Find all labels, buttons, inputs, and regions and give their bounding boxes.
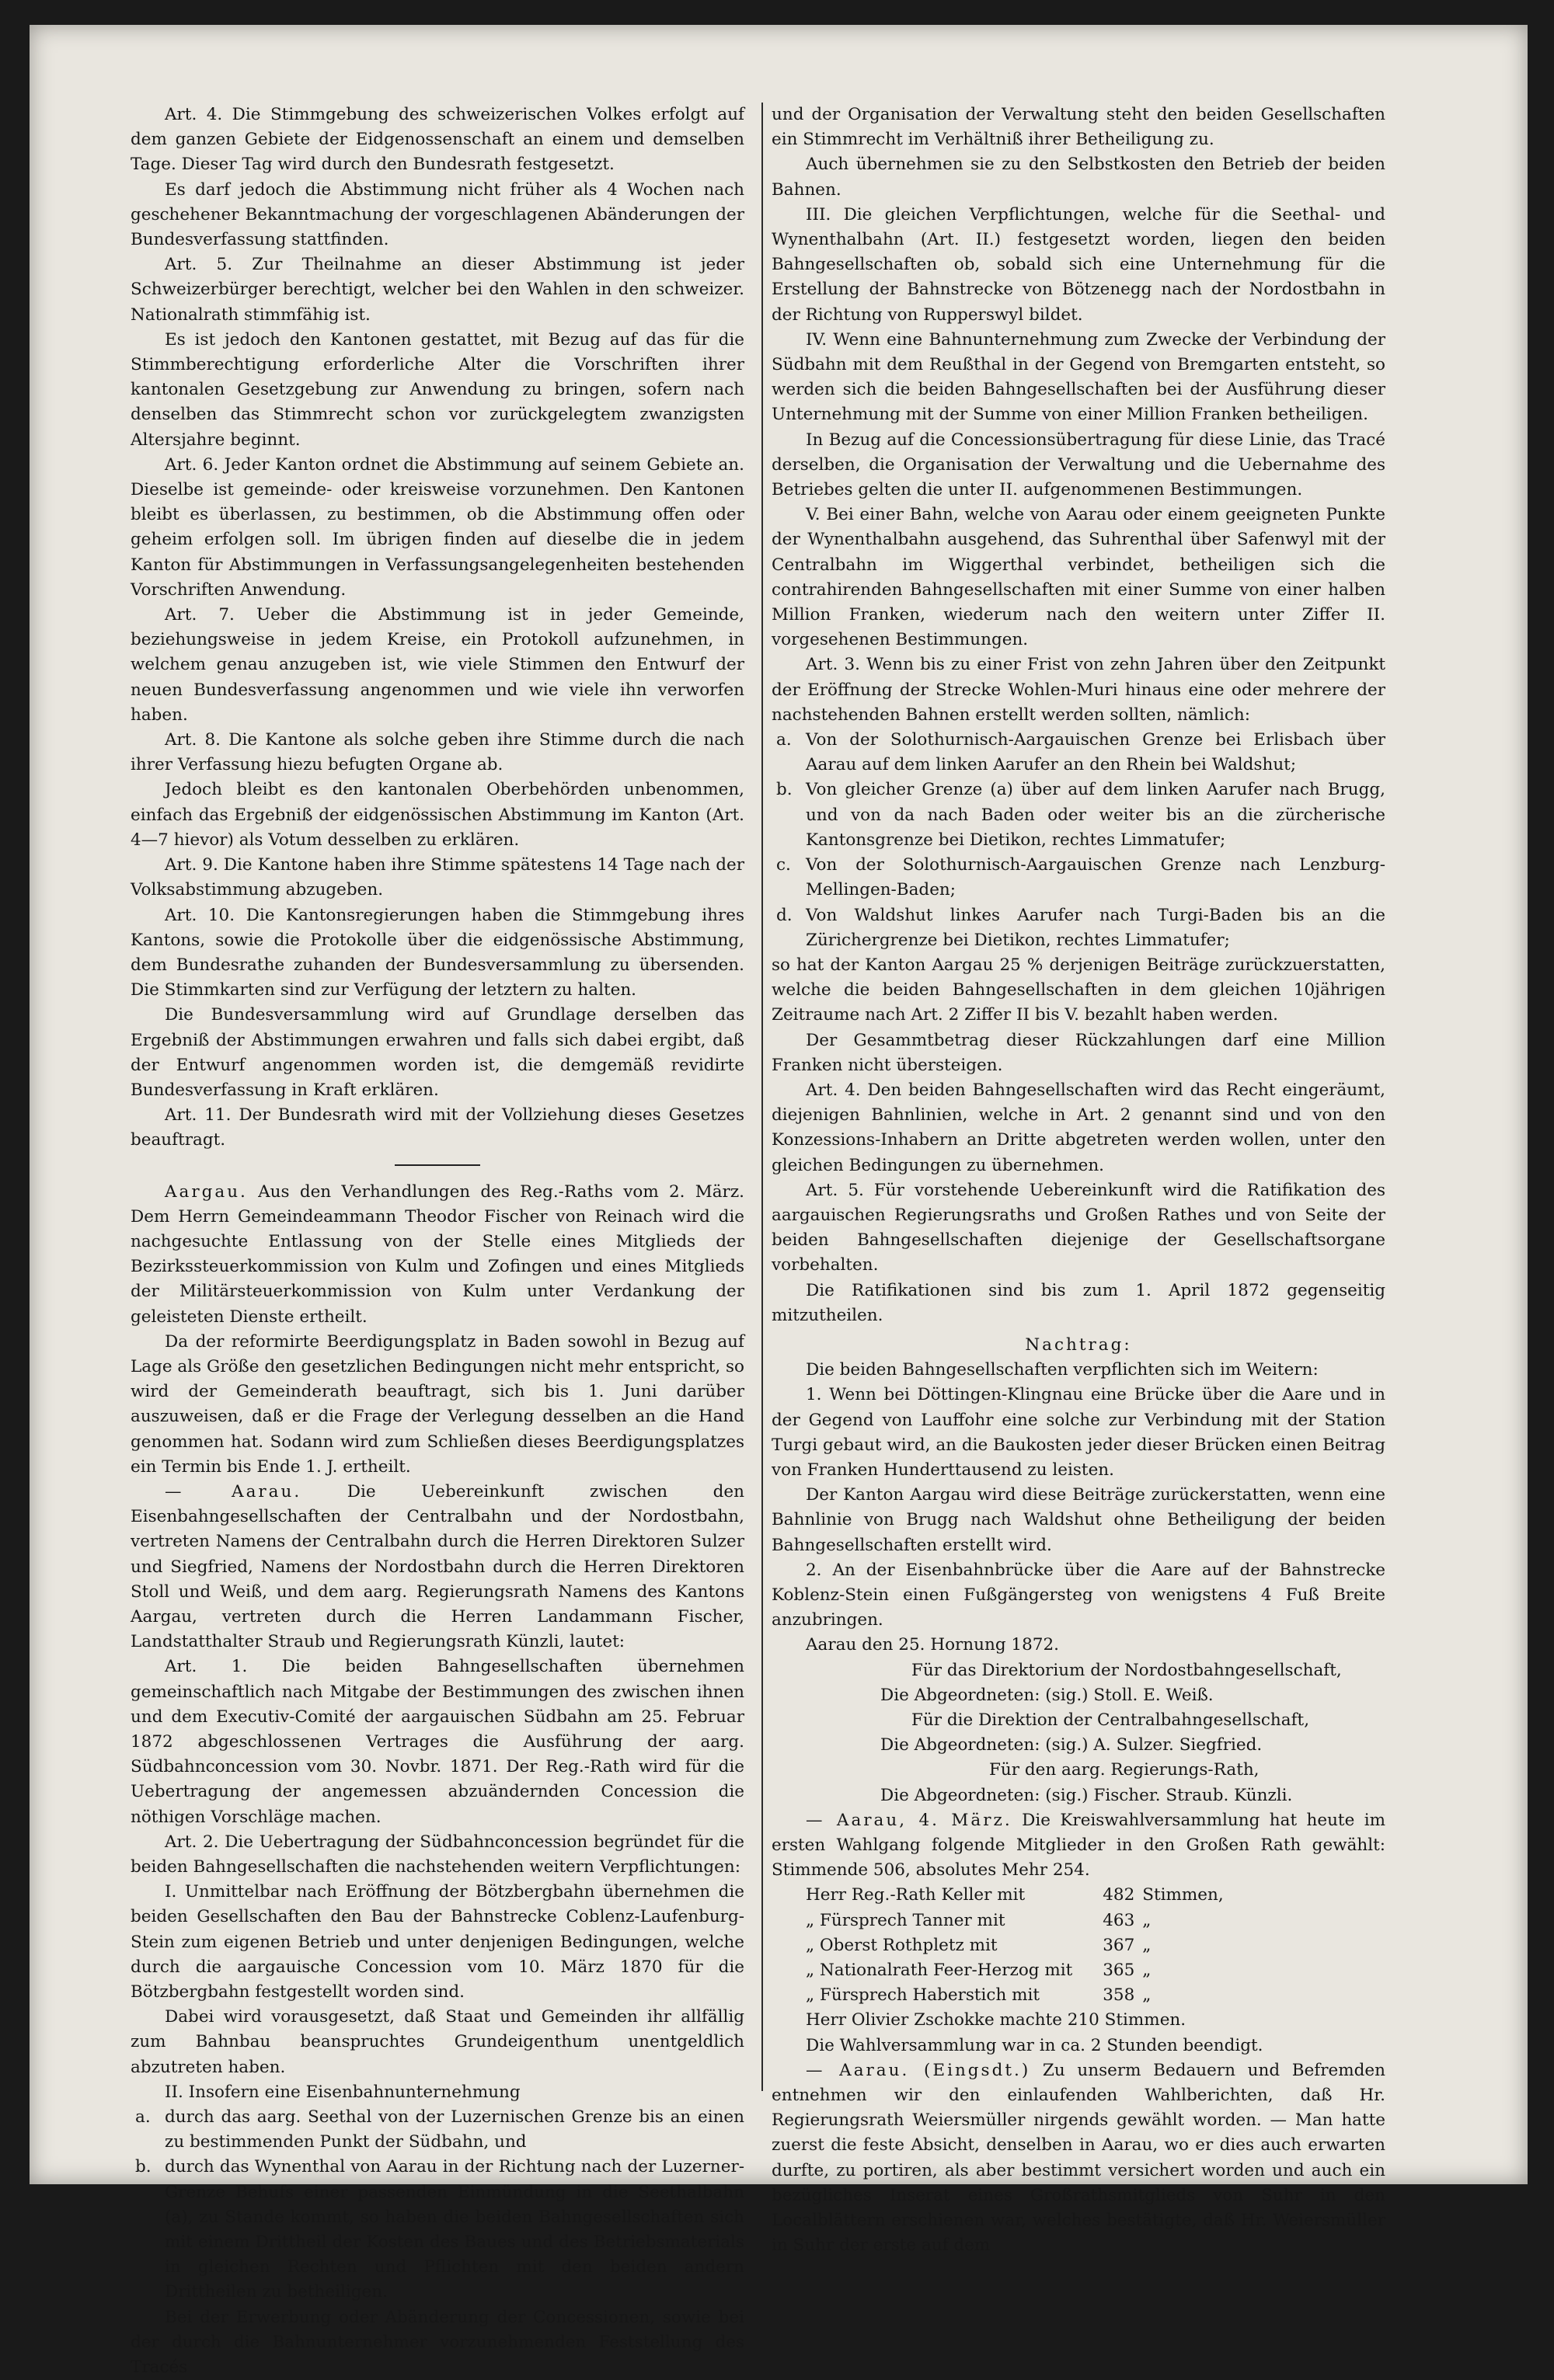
news-paragraph: Herr Olivier Zschokke machte 210 Stimmen. [806, 2010, 1186, 2030]
news-paragraph: V. Bei einer Bahn, welche von Aarau oder einem geeigneten Punkte der Wynenthalbahn ausgehend, das Suhrenthal über Safenwyl mit der Centralbahn im Wiggerthal verbindet, betheiligen sich die contrahirenden Bahngesellschaften mit einer Summe von einer halben Million Franken, wiederum nach den weitern unter Ziffer II. vorgesehenen Bestimmungen. [772, 505, 1385, 650]
date-line: Aarau den 25. Hornung 1872. [806, 1635, 1059, 1655]
article-paragraph: Es darf jedoch die Abstimmung nicht früher als 4 Wochen nach geschehener Bekanntmachung der vorgeschlagenen Abänderungen der Bundesverfassung stattfinden. [131, 179, 744, 250]
news-paragraph: I. Unmittelbar nach Eröffnung der Bötzbergbahn übernehmen die beiden Gesellschaften den Bau der Bahnstrecke Coblenz-Laufenburg-Stein zum eigenen Betrieb und unter denjenigen Bedingungen, welche durch die aargauische Concession vom 10. März 1870 für die Bötzbergbahn festgestellt worden sind. [131, 1882, 744, 2002]
news-paragraph: — Aarau. (Eingsdt.) Zu unserm Bedauern und Befremden entnehmen wir den einlaufenden Wahlberichten, daß Hr. Regierungsrath Weiersmüller nirgends gewählt worden. — Man hatte zuerst die feste Absicht, denselben in Aarau, wo er dies auch erwarten durfte, zu portiren, als aber bestimmt versichert worden und auch ein bezügliches Inserat eines Großrathsmitglieds von Suhr in den Localblättern erschienen war, welches bestätigte, daß Hr. Weiersmüller in Suhr der erste auf dem [772, 2060, 1385, 2256]
article-paragraph: Art. 10. Die Kantonsregierungen haben die Stimmgebung ihres Kantons, sowie die Protokolle über die eidgenössische Abstimmung, dem Bundesrathe zuhanden der Bundesversammlung zu übersenden. Die Stimmkarten sind zur Verfügung der letztern zu halten. [131, 905, 744, 1000]
article-paragraph: Art. 4. Die Stimmgebung des schweizerischen Volkes erfolgt auf dem ganzen Gebiete der Eidgenossenschaft an einem und demselben Tage. Dieser Tag wird durch den Bundesrath festgesetzt. [131, 105, 744, 175]
article-paragraph: Art. 7. Ueber die Abstimmung ist in jeder Gemeinde, beziehungsweise in jedem Kreise, ein Protokoll aufzunehmen, in welchem genau anzugeben ist, wie viele Stimmen den Entwurf der neuen Bundesverfassung angenommen und wie viele ihn verworfen haben. [131, 605, 744, 725]
news-paragraph: III. Die gleichen Verpflichtungen, welche für die Seethal- und Wynenthalbahn (Art. II.) festgesetzt worden, liegen den beiden Bahngesellschaften ob, sobald sich eine Unternehmung für die Erstellung der Bahnstrecke von Bötzenegg nach der Nordostbahn in der Richtung von Rupperswyl bildet. [772, 204, 1385, 325]
article-paragraph: Art. 11. Der Bundesrath wird mit der Vollziehung dieses Gesetzes beauftragt. [131, 1105, 744, 1150]
news-paragraph: Art. 3. Wenn bis zu einer Frist von zehn Jahren über den Zeitpunkt der Eröffnung der Strecke Wohlen-Muri hinaus eine oder mehrere der nachstehenden Bahnen erstellt werden sollten, nämlich: [772, 655, 1385, 725]
nachtrag-heading: Nachtrag: [1025, 1334, 1132, 1355]
news-paragraph: 1. Wenn bei Döttingen-Klingnau eine Brücke über die Aare und in der Gegend von Lauffohr eine solche zur Verbindung mit der Station Turgi gebaut wird, an die Baukosten jeder dieser Brücken einen Beitrag von Franken Hunderttausend zu leisten. [772, 1385, 1385, 1480]
article-paragraph: Art. 6. Jeder Kanton ordnet die Abstimmung auf seinem Gebiete an. Dieselbe ist gemeinde- oder kreisweise vorzunehmen. Den Kantonen bleibt es überlassen, zu bestimmen, ob die Abstimmung offen oder geheim erfolgen soll. Im übrigen finden auf dieselbe die in jedem Kanton für Abstimmungen in Verfassungsangelegenheiten bestehenden Vorschriften Anwendung. [131, 454, 744, 600]
table-row: „ Nationalrath Feer-Herzog mit 365 „ [806, 1961, 1152, 1981]
list-item: b. Von gleicher Grenze (a) über auf dem linken Aarufer nach Brugg, und von da nach Baden oder weiter bis an die zürcherische Kantonsgrenze bei Dietikon, rechtes Limmatufer; [776, 780, 1385, 850]
list-item: c. Von der Solothurnisch-Aargauischen Grenze nach Lenzburg-Mellingen-Baden; [776, 855, 1385, 900]
election-results-table [806, 1883, 1243, 2008]
article-paragraph: Art. 5. Zur Theilnahme an dieser Abstimmung ist jeder Schweizerbürger berechtigt, welcher bei den Wahlen in den schweizer. Nationalrath stimmfähig ist. [131, 255, 744, 325]
signature-line: Für die Direktion der Centralbahngesellschaft, [911, 1710, 1310, 1730]
dateline: Aargau. [165, 1181, 248, 1202]
news-paragraph: Art. 5. Für vorstehende Uebereinkunft wird die Ratifikation des aargauischen Regierungsraths und Großen Rathes und von Seite der beiden Bahngesellschaften diejenige der Gesellschaftsorgane vorbehalten. [772, 1180, 1385, 1275]
news-paragraph: Da der reformirte Beerdigungsplatz in Baden sowohl in Bezug auf Lage als Größe den gesetzlichen Bedingungen nicht mehr entspricht, so wird der Gemeinderath beauftragt, sich bis 1. Juni darüber auszuweisen, daß er die Frage der Verlegung desselben an die Hand genommen hat. Sodann wird zum Schließen dieses Beerdigungsplatzes ein Termin bis Ende 1. J. ertheilt. [131, 1331, 744, 1477]
news-paragraph: so hat der Kanton Aargau 25 % derjenigen Beiträge zurückzuerstatten, welche die beiden Bahngesellschaften in dem gleichen 10jährigen Zeitraume nach Art. 2 Ziffer II bis V. bezahlt haben werden. [772, 955, 1385, 1025]
dateline: — Aarau, 4. März. [806, 1810, 1012, 1830]
news-paragraph: Dabei wird vorausgesetzt, daß Staat und Gemeinden ihr allfällig zum Bahnbau beanspruchtes Grundeigenthum unentgeldlich abzutreten haben. [131, 2007, 744, 2077]
federal-law-articles [131, 103, 744, 1153]
news-paragraph: Die Wahlversammlung war in ca. 2 Stunden beendigt. [806, 2035, 1263, 2055]
article-paragraph: Art. 8. Die Kantone als solche geben ihre Stimme durch die nach ihrer Verfassung hiezu befugten Organe ab. [131, 730, 744, 775]
signature-line: Die Abgeordneten: (sig.) A. Sulzer. Siegfried. [880, 1735, 1263, 1755]
news-paragraph: IV. Wenn eine Bahnunternehmung zum Zwecke der Verbindung der Südbahn mit dem Reußthal in der Gegend von Bremgarten entsteht, so werden sich die beiden Bahngesellschaften bei der Ausführung dieser Unternehmung mit der Summe von einer Million Franken betheiligen. [772, 329, 1385, 425]
newspaper-page [30, 25, 1528, 2378]
dateline: — Aarau. (Eingsdt.) [806, 2060, 1031, 2080]
aargau-news-section [131, 1180, 744, 2380]
news-paragraph: Auch übernehmen sie zu den Selbstkosten den Betrieb der beiden Bahnen. [772, 155, 1385, 200]
list-item: a. Von der Solothurnisch-Aargauischen Grenze bei Erlisbach über Aarau auf dem linken Aarufer an den Rhein bei Waldshut; [776, 730, 1385, 775]
news-paragraph: Der Gesammtbetrag dieser Rückzahlungen darf eine Million Franken nicht übersteigen. [772, 1030, 1385, 1075]
list-item: a. durch das aarg. Seethal von der Luzernischen Grenze bis an einen zu bestimmenden Punkt der Südbahn, und [135, 2107, 744, 2152]
dateline: — Aarau. [165, 1481, 302, 1501]
table-row: Herr Reg.-Rath Keller mit 482 Stimmen, [806, 1885, 1224, 1905]
news-paragraph: 2. An der Eisenbahnbrücke über die Aare auf der Bahnstrecke Koblenz-Stein einen Fußgängersteg von wenigstens 4 Fuß Breite anzubringen. [772, 1560, 1385, 1630]
continued-paragraph: und der Organisation der Verwaltung steht den beiden Gesellschaften ein Stimmrecht im Verhältniß ihrer Betheiligung zu. [772, 105, 1385, 150]
news-paragraph: Die Ratifikationen sind bis zum 1. April 1872 gegenseitig mitzutheilen. [772, 1280, 1385, 1325]
left-column [131, 103, 744, 2380]
signature-line: Die Abgeordneten: (sig.) Stoll. E. Weiß. [880, 1685, 1214, 1705]
news-paragraph: Der Kanton Aargau wird diese Beiträge zurückerstatten, wenn eine Bahnlinie von Brugg nach Waldshut ohne Betheiligung der beiden Bahngesellschaften erstellt wird. [772, 1485, 1385, 1555]
article-paragraph: Die Bundesversammlung wird auf Grundlage derselben das Ergebniß der Abstimmungen erwahren und falls sich dabei ergibt, daß der Entwurf angenommen worden ist, die demgemäß revidirte Bundesverfassung in Kraft erklären. [131, 1005, 744, 1100]
news-paragraph: Die beiden Bahngesellschaften verpflichten sich im Weitern: [806, 1360, 1319, 1380]
signature-line: Für den aarg. Regierungs-Rath, [989, 1760, 1260, 1780]
article-paragraph: Es ist jedoch den Kantonen gestattet, mit Bezug auf das für die Stimmberechtigung erforderliche Alter die Vorschriften ihrer kantonalen Gesetzgebung zur Anwendung zu bringen, sofern nach denselben das Stimmrecht schon vor zurückgelegtem zwanzigsten Altersjahre beginnt. [131, 329, 744, 450]
signature-line: Für das Direktorium der Nordostbahngesellschaft, [911, 1660, 1342, 1680]
news-paragraph: Aargau. Aus den Verhandlungen des Reg.-Raths vom 2. März. Dem Herrn Gemeindeammann Theodor Fischer von Reinach wird die nachgesuchte Entlassung von der Stelle eines Mitglieds der Bezirkssteuerkommission von Kulm und Zofingen und eines Mitglieds der Militärsteuerkommission von Kulm unter Verdankung der geleisteten Dienste ertheilt. [131, 1181, 744, 1327]
column-rule [761, 103, 763, 2091]
section-divider [395, 1164, 480, 1166]
news-paragraph: II. Insofern eine Eisenbahnunternehmung [165, 2082, 521, 2102]
signature-line: Die Abgeordneten: (sig.) Fischer. Straub. Künzli. [880, 1785, 1293, 1805]
table-row: „ Fürsprech Tanner mit 463 „ [806, 1910, 1152, 1930]
right-column [772, 103, 1385, 2258]
news-paragraph: Art. 1. Die beiden Bahngesellschaften übernehmen gemeinschaftlich nach Mitgabe der Bestimmungen des zwischen ihnen und dem Executiv-Comité der aargauischen Südbahn am 25. Februar 1872 abgeschlossenen Vertrages die Ausführung der aarg. Südbahnconcession vom 30. Novbr. 1871. Der Reg.-Rath wird für die Uebertragung der angemessen abzuändernden Concession die nöthigen Vorschläge machen. [131, 1657, 744, 1827]
list-item: b. durch das Wynenthal von Aarau in der Richtung nach der Luzerner-Grenze Behufs einer passenden Einmündung in die Seethalbahn (a), zu Stande kommt, so haben die beiden Bahngesellschaften sich mit einem Drittheil der Kosten des Baues und des Betriebsmaterials in gleichen Rechten und Pflichten mit den beiden andern Drittheilen zu betheiligen. [135, 2157, 744, 2302]
article-paragraph: Art. 9. Die Kantone haben ihre Stimme spätestens 14 Tage nach der Volksabstimmung abzugeben. [131, 855, 744, 900]
signatures [772, 1658, 1385, 1808]
news-paragraph: Art. 2. Die Uebertragung der Südbahnconcession begründet für die beiden Bahngesellschaften die nachstehenden weitern Verpflichtungen: [131, 1832, 744, 1877]
news-paragraph: Bei der Erwerbung oder Abänderung der Concessionen, sowie bei der durch die Bahnunternehmer vorzunehmenden Feststellung des Tracés [131, 2307, 744, 2378]
news-paragraph: — Aarau, 4. März. Die Kreiswahlversammlung hat heute im ersten Wahlgang folgende Mitglieder in den Großen Rath gewählt: Stimmende 506, absolutes Mehr 254. [772, 1810, 1385, 1881]
news-paragraph: Art. 4. Den beiden Bahngesellschaften wird das Recht eingeräumt, diejenigen Bahnlinien, welche in Art. 2 genannt sind und von den Konzessions-Inhabern an Dritte abgetreten werden wollen, unter den gleichen Bedingungen zu übernehmen. [772, 1080, 1385, 1175]
list-item: d. Von Waldshut linkes Aarufer nach Turgi-Baden bis an die Zürichergrenze bei Dietikon, rechtes Limmatufer; [776, 905, 1385, 950]
news-paragraph: In Bezug auf die Concessionsübertragung für diese Linie, das Tracé derselben, die Organisation der Verwaltung und die Uebernahme des Betriebes gelten die unter II. aufgenommenen Bestimmungen. [772, 430, 1385, 500]
table-row: „ Fürsprech Haberstich mit 358 „ [806, 1985, 1152, 2006]
article-paragraph: Jedoch bleibt es den kantonalen Oberbehörden unbenommen, einfach das Ergebniß der eidgenössischen Abstimmung im Kanton (Art. 4—7 hievor) als Votum desselben zu erklären. [131, 780, 744, 850]
news-paragraph: — Aarau. Die Uebereinkunft zwischen den Eisenbahngesellschaften der Centralbahn und der Nordostbahn, vertreten Namens der Centralbahn durch die Herren Direktoren Sulzer und Siegfried, Namens der Nordostbahn durch die Herren Direktoren Stoll und Weiß, und dem aarg. Regierungsrath Namens des Kantons Aargau, vertreten durch die Herren Landammann Fischer, Landstatthalter Straub und Regierungsrath Künzli, lautet: [131, 1481, 744, 1652]
table-row: „ Oberst Rothpletz mit 367 „ [806, 1935, 1152, 1955]
